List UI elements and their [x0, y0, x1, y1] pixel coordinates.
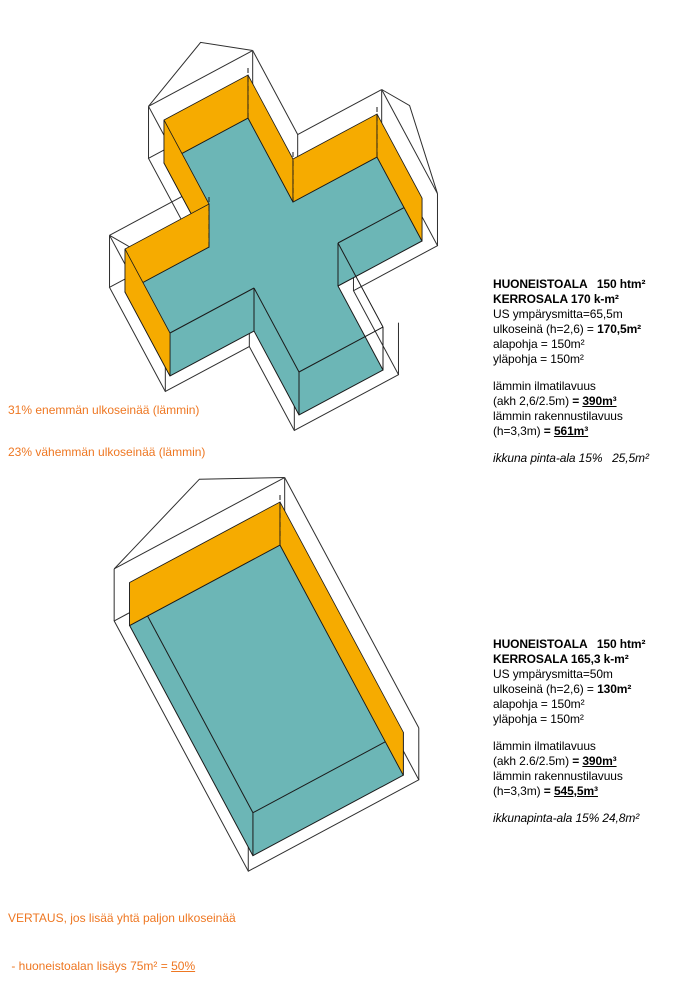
footnote-line-1: VERTAUS, jos lisää yhtä paljon ulkoseinää	[8, 911, 236, 925]
footnote-line-2: - huoneistoalan lisäys 75m² = 50%	[8, 959, 196, 973]
spec-line: lämmin rakennustilavuus	[493, 409, 623, 423]
spec-line: (h=3,3m) = 545,5m³	[493, 784, 598, 798]
spec-line: US ympärysmitta=50m	[493, 667, 613, 681]
spec-line: KERROSALA 165,3 k-m²	[493, 652, 629, 666]
spec-line: ulkoseinä (h=2,6) = 130m²	[493, 682, 632, 696]
spec-panel-rect-building	[493, 637, 681, 826]
label-more-exterior-wall: 31% enemmän ulkoseinää (lämmin)	[8, 403, 200, 417]
spec-line: alapohja = 150m²	[493, 337, 585, 351]
spec-line: ikkunapinta-ala 15% 24,8m²	[493, 811, 640, 825]
spec-line: HUONEISTOALA 150 htm²	[493, 277, 646, 291]
comparison-footnote	[8, 878, 236, 990]
spec-line: KERROSALA 170 k-m²	[493, 292, 619, 306]
spec-line: lämmin rakennustilavuus	[493, 769, 623, 783]
spec-line: alapohja = 150m²	[493, 697, 585, 711]
footnote-percent-value: 50%	[171, 959, 196, 973]
spec-line: yläpohja = 150m²	[493, 352, 584, 366]
spec-line: (h=3,3m) = 561m³	[493, 424, 589, 438]
spec-line: (akh 2.6/2.5m) = 390m³	[493, 754, 617, 768]
spec-line-gap	[493, 799, 681, 811]
spec-line: yläpohja = 150m²	[493, 712, 584, 726]
spec-line-gap	[493, 727, 681, 739]
spec-line: lämmin ilmatilavuus	[493, 379, 596, 393]
spec-panel-cross-building	[493, 277, 681, 466]
spec-line: (akh 2,6/2.5m) = 390m³	[493, 394, 617, 408]
spec-line: US ympärysmitta=65,5m	[493, 307, 623, 321]
spec-line: ikkuna pinta-ala 15% 25,5m²	[493, 451, 649, 465]
spec-line: ulkoseinä (h=2,6) = 170,5m²	[493, 322, 642, 336]
spec-line: lämmin ilmatilavuus	[493, 739, 596, 753]
label-less-exterior-wall: 23% vähemmän ulkoseinää (lämmin)	[8, 445, 206, 459]
spec-line-gap	[493, 439, 681, 451]
spec-line-gap	[493, 367, 681, 379]
spec-line: HUONEISTOALA 150 htm²	[493, 637, 646, 651]
